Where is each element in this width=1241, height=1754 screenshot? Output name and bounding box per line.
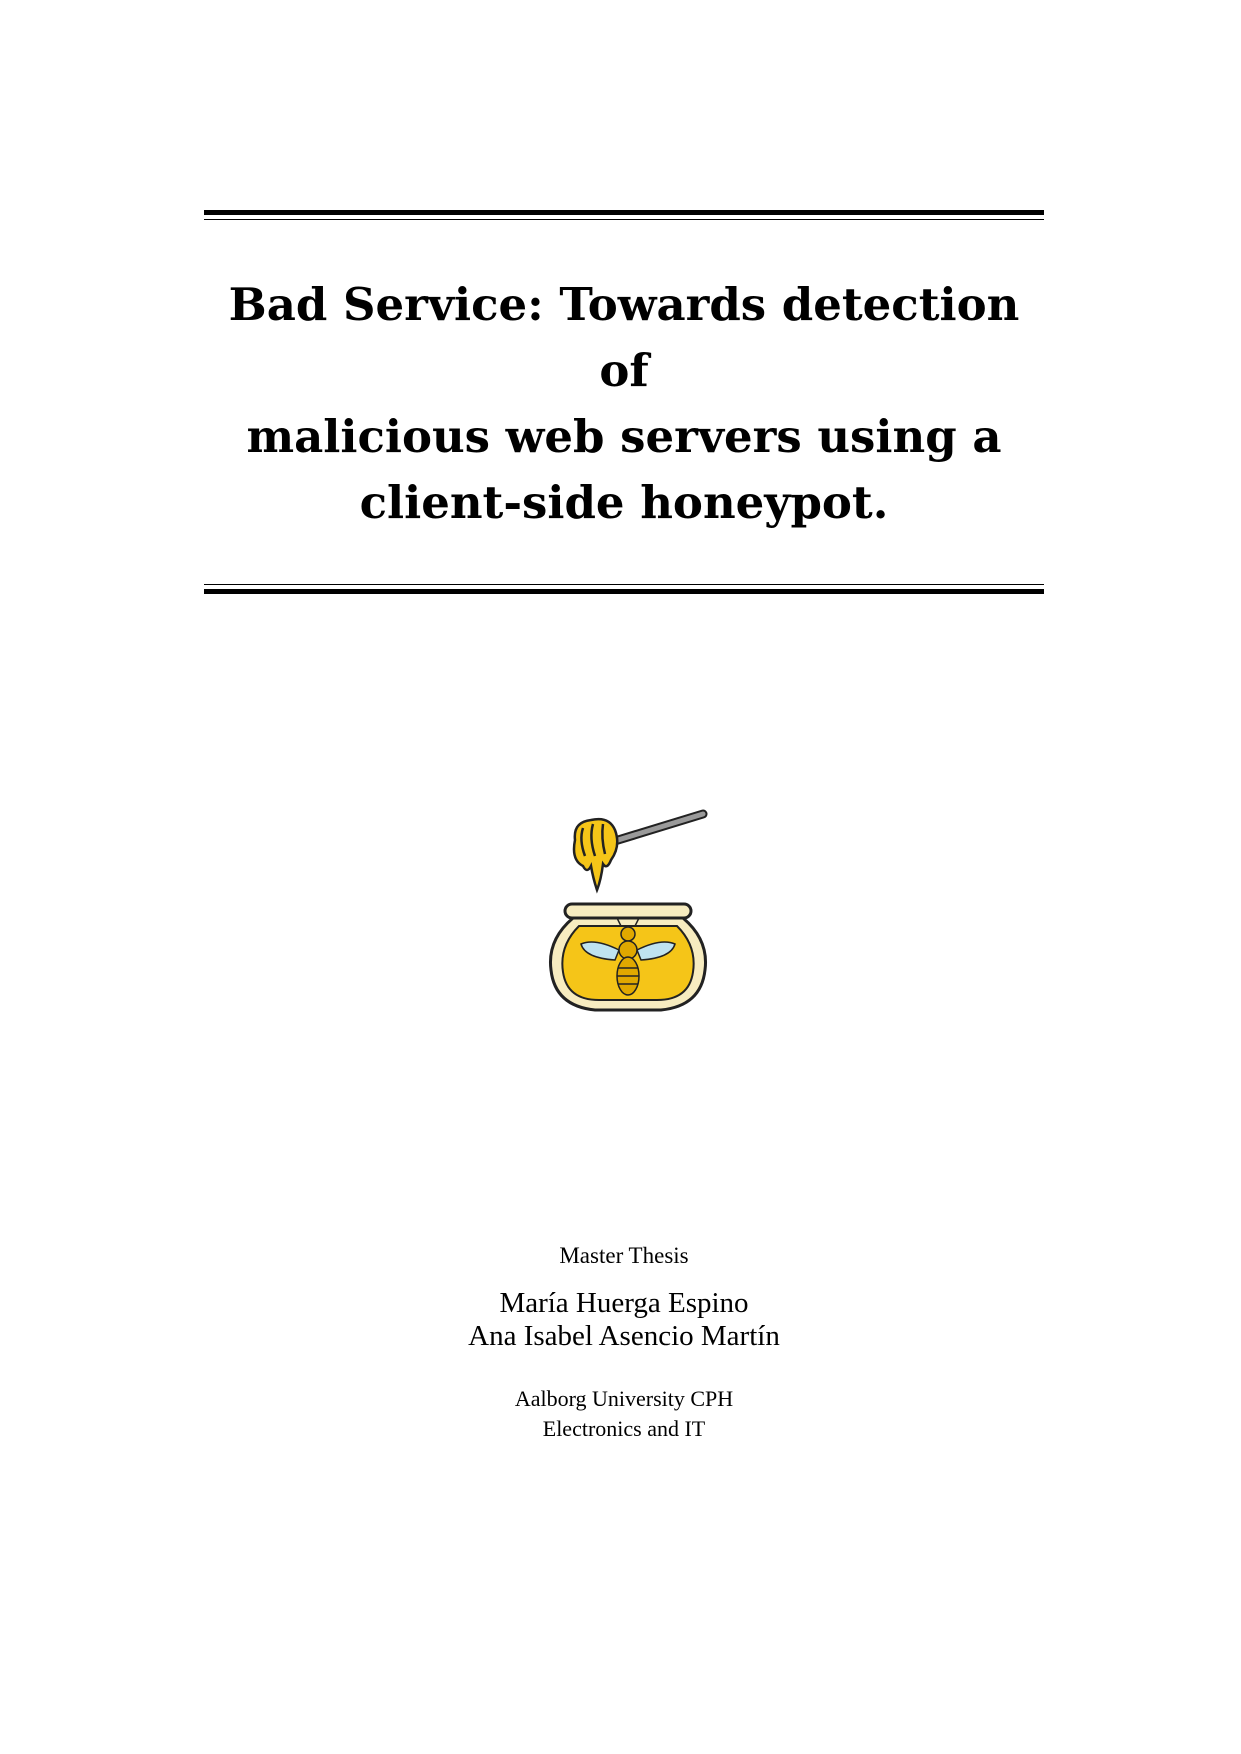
affiliation (204, 1384, 1044, 1444)
bottom-rule-thick (204, 589, 1044, 594)
authors (204, 1287, 1044, 1353)
document-title (204, 272, 1044, 536)
title-line-1: Bad Service: Towards detection of (228, 278, 1020, 397)
title-line-2: malicious web servers using a (246, 410, 1002, 463)
title-line-3: client-side honeypot. (359, 476, 889, 529)
top-rule-thin (204, 219, 1044, 220)
thesis-type: Master Thesis (559, 1243, 689, 1268)
top-rule-thick (204, 210, 1044, 215)
bottom-rule-thin (204, 584, 1044, 585)
author-2: Ana Isabel Asencio Martín (468, 1320, 780, 1352)
department: Electronics and IT (542, 1416, 706, 1441)
institution: Aalborg University CPH (514, 1386, 734, 1411)
author-1: María Huerga Espino (499, 1287, 749, 1319)
honey-jar-bee-icon (535, 800, 715, 1020)
